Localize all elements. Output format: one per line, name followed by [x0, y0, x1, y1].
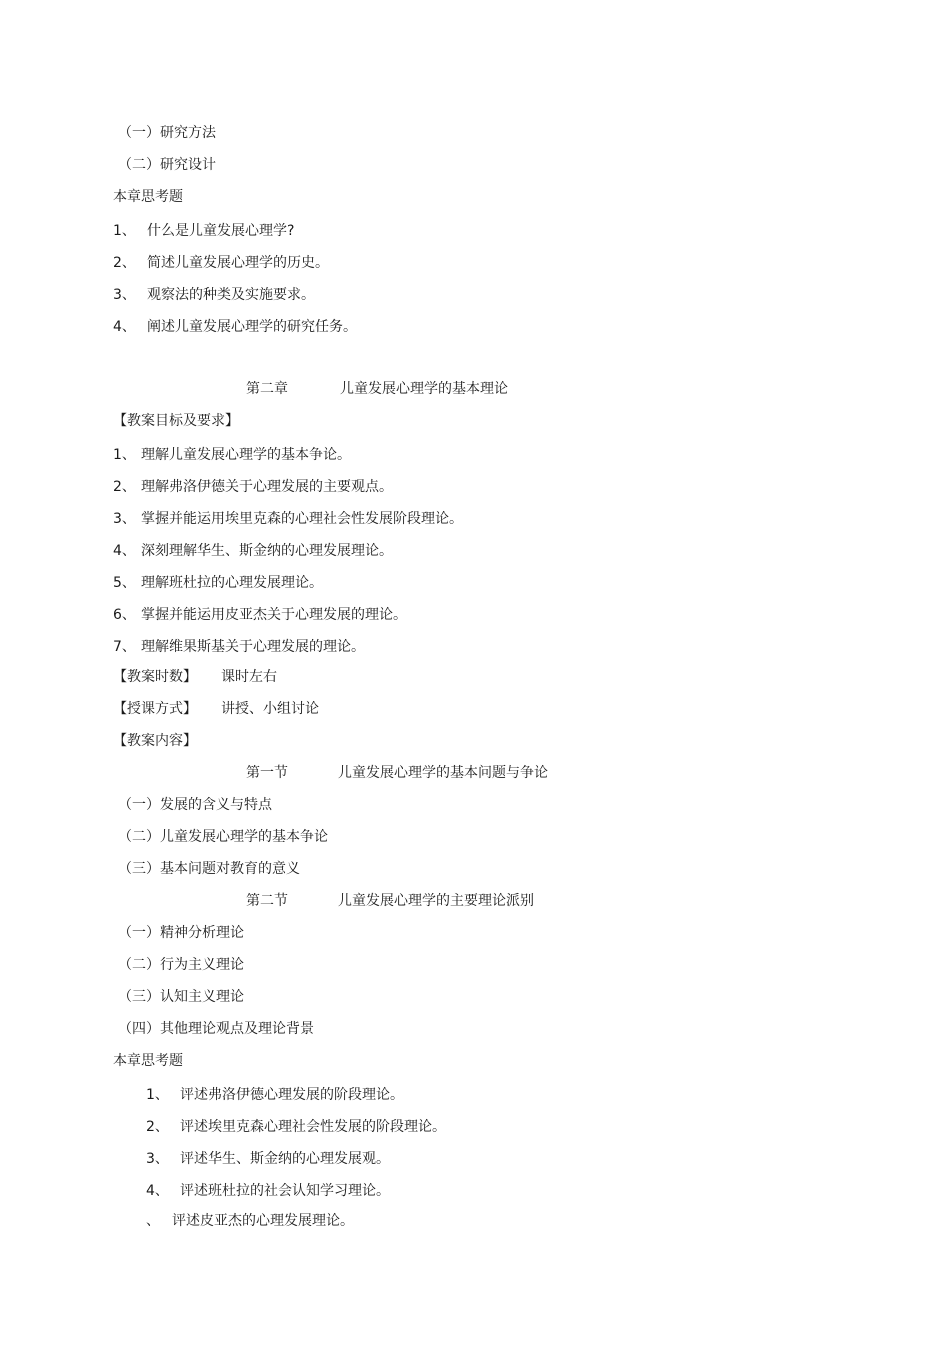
- goal-item: [113, 606, 407, 624]
- section2-item: （二）行为主义理论: [118, 957, 244, 973]
- question-number: 、: [146, 1213, 160, 1229]
- teaching-method-label: 【授课方式】: [113, 701, 197, 717]
- goal-text: 掌握并能运用埃里克森的心理社会性发展阶段理论。: [141, 511, 463, 527]
- section1-item: （一）发展的含义与特点: [118, 797, 272, 813]
- section-label: 第一节: [246, 765, 288, 781]
- question-text: 什么是儿童发展心理学?: [147, 223, 295, 239]
- section1-item: （二）儿童发展心理学的基本争论: [118, 829, 328, 845]
- goal-item: [113, 446, 351, 464]
- ch1-questions-title: 本章思考题: [113, 189, 183, 205]
- question-number: 1、: [113, 223, 136, 239]
- goal-number: 2、: [113, 479, 136, 495]
- section-heading: [246, 764, 548, 782]
- section2-item: （四）其他理论观点及理论背景: [118, 1021, 314, 1037]
- goal-number: 4、: [113, 543, 136, 559]
- question-number: 3、: [146, 1151, 169, 1167]
- goal-number: 1、: [113, 447, 136, 463]
- teaching-hours-label: 【教案时数】: [113, 669, 197, 685]
- ch2-question-item: [146, 1086, 404, 1104]
- goal-number: 7、: [113, 639, 136, 655]
- ch1-subsection-research-methods: （一）研究方法: [118, 125, 216, 141]
- ch1-subsection-research-design: （二）研究设计: [118, 157, 216, 173]
- goal-text: 掌握并能运用皮亚杰关于心理发展的理论。: [141, 607, 407, 623]
- question-text: 评述埃里克森心理社会性发展的阶段理论。: [180, 1119, 446, 1135]
- teaching-method-value: 讲授、小组讨论: [221, 701, 319, 717]
- chapter-title: 儿童发展心理学的基本理论: [340, 381, 508, 397]
- goal-item: [113, 638, 365, 656]
- goals-title: 【教案目标及要求】: [113, 413, 239, 429]
- goal-item: [113, 478, 393, 496]
- ch2-question-item: [146, 1150, 390, 1168]
- section1-item: （三）基本问题对教育的意义: [118, 861, 300, 877]
- question-text: 评述弗洛伊德心理发展的阶段理论。: [180, 1087, 404, 1103]
- goal-number: 6、: [113, 607, 136, 623]
- question-number: 4、: [113, 319, 136, 335]
- question-number: 2、: [146, 1119, 169, 1135]
- question-text: 阐述儿童发展心理学的研究任务。: [147, 319, 357, 335]
- teaching-method: [113, 700, 319, 718]
- goal-item: [113, 510, 463, 528]
- question-number: 2、: [113, 255, 136, 271]
- question-text: 评述皮亚杰的心理发展理论。: [172, 1213, 354, 1229]
- chapter-label: 第二章: [246, 381, 288, 397]
- ch1-question-item: [113, 318, 357, 336]
- section-label: 第二节: [246, 893, 288, 909]
- ch2-question-item: [146, 1182, 390, 1200]
- content-title: 【教案内容】: [113, 733, 197, 749]
- goal-item: [113, 542, 393, 560]
- goal-text: 理解维果斯基关于心理发展的理论。: [141, 639, 365, 655]
- section-title: 儿童发展心理学的主要理论派别: [338, 893, 534, 909]
- question-text: 观察法的种类及实施要求。: [147, 287, 315, 303]
- section2-item: （一）精神分析理论: [118, 925, 244, 941]
- goal-text: 理解弗洛伊德关于心理发展的主要观点。: [141, 479, 393, 495]
- question-number: 3、: [113, 287, 136, 303]
- section-heading: [246, 892, 534, 910]
- section-title: 儿童发展心理学的基本问题与争论: [338, 765, 548, 781]
- goal-number: 5、: [113, 575, 136, 591]
- question-text: 简述儿童发展心理学的历史。: [147, 255, 329, 271]
- ch1-question-item: [113, 222, 294, 240]
- ch2-questions-title: 本章思考题: [113, 1053, 183, 1069]
- ch2-question-item: [146, 1212, 354, 1230]
- goal-text: 深刻理解华生、斯金纳的心理发展理论。: [141, 543, 393, 559]
- chapter-heading: [246, 380, 508, 398]
- teaching-hours: [113, 668, 277, 686]
- teaching-hours-value: 课时左右: [221, 669, 277, 685]
- ch1-question-item: [113, 254, 329, 272]
- question-number: 4、: [146, 1183, 169, 1199]
- question-number: 1、: [146, 1087, 169, 1103]
- goal-item: [113, 574, 323, 592]
- goal-text: 理解班杜拉的心理发展理论。: [141, 575, 323, 591]
- goal-text: 理解儿童发展心理学的基本争论。: [141, 447, 351, 463]
- goal-number: 3、: [113, 511, 136, 527]
- ch1-question-item: [113, 286, 315, 304]
- question-text: 评述班杜拉的社会认知学习理论。: [180, 1183, 390, 1199]
- section2-item: （三）认知主义理论: [118, 989, 244, 1005]
- question-text: 评述华生、斯金纳的心理发展观。: [180, 1151, 390, 1167]
- ch2-question-item: [146, 1118, 446, 1136]
